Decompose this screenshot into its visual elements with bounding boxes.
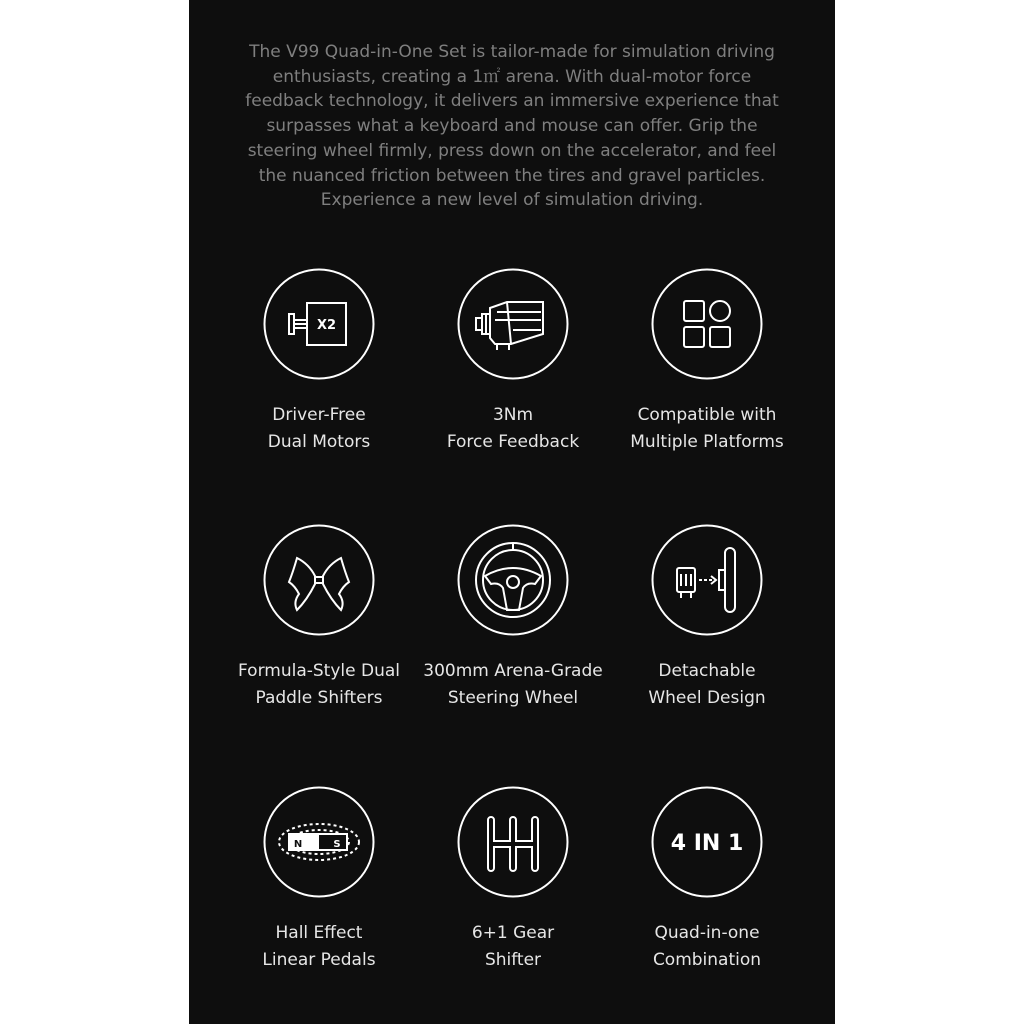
- dual-motor-icon: [263, 268, 375, 380]
- feature-label-line: Force Feedback: [446, 432, 580, 452]
- four-in-one-icon: [651, 786, 763, 898]
- gear-shifter-icon: [457, 786, 569, 898]
- feature-label: [413, 402, 613, 456]
- intro-paragraph: [219, 40, 805, 213]
- feature-label: [413, 658, 613, 712]
- detachable-wheel-icon: [651, 524, 763, 636]
- feature-label-line: Multiple Platforms: [630, 432, 784, 452]
- force-feedback-icon: [457, 268, 569, 380]
- feature-label-line: Paddle Shifters: [255, 688, 383, 708]
- feature-label-line: Compatible with: [637, 405, 777, 425]
- feature-label: [607, 402, 807, 456]
- dual-motor-icon-label: X2: [316, 318, 337, 333]
- intro-line: surpasses what a keyboard and mouse can offer. Grip the: [266, 116, 758, 137]
- feature-label-line: Shifter: [484, 950, 542, 970]
- feature-label-line: Quad-in-one: [654, 923, 760, 943]
- intro-line: steering wheel firmly, press down on the accelerator, and feel: [247, 140, 777, 161]
- feature-label-line: 6+1 Gear: [471, 923, 555, 943]
- magnet-south-label: S: [333, 839, 341, 850]
- feature-label: [219, 658, 419, 712]
- feature-label: [219, 402, 419, 456]
- feature-label-line: Combination: [652, 950, 762, 970]
- hall-magnet-icon: [263, 786, 375, 898]
- feature-label-line: 3Nm: [492, 405, 534, 425]
- feature-label-line: Steering Wheel: [447, 688, 579, 708]
- feature-label-line: Linear Pedals: [262, 950, 376, 970]
- platforms-grid-icon: [651, 268, 763, 380]
- feature-label: [607, 920, 807, 974]
- four-in-one-icon-label: 4 IN 1: [670, 831, 744, 856]
- feature-label-line: 300mm Arena-Grade: [423, 661, 603, 681]
- intro-line: enthusiasts, creating a 1㎡ arena. With dual-motor force: [272, 66, 752, 87]
- steering-wheel-icon: [457, 524, 569, 636]
- feature-label-line: Dual Motors: [267, 432, 371, 452]
- feature-label-line: Hall Effect: [275, 923, 363, 943]
- paddle-shifters-icon: [263, 524, 375, 636]
- intro-line: Experience a new level of simulation driving.: [320, 190, 704, 211]
- product-feature-panel: [189, 0, 835, 1024]
- feature-label-line: Driver-Free: [272, 405, 366, 425]
- feature-label: [219, 920, 419, 974]
- feature-label: [413, 920, 613, 974]
- intro-line: feedback technology, it delivers an immersive experience that: [245, 91, 779, 112]
- intro-line: The V99 Quad-in-One Set is tailor-made for simulation driving: [249, 42, 775, 62]
- feature-label: [607, 658, 807, 712]
- feature-label-line: Detachable: [658, 661, 756, 681]
- magnet-north-label: N: [293, 839, 303, 850]
- feature-label-line: Wheel Design: [648, 688, 766, 708]
- intro-line: the nuanced friction between the tires and gravel particles.: [258, 165, 766, 186]
- feature-label-line: Formula-Style Dual: [238, 661, 400, 681]
